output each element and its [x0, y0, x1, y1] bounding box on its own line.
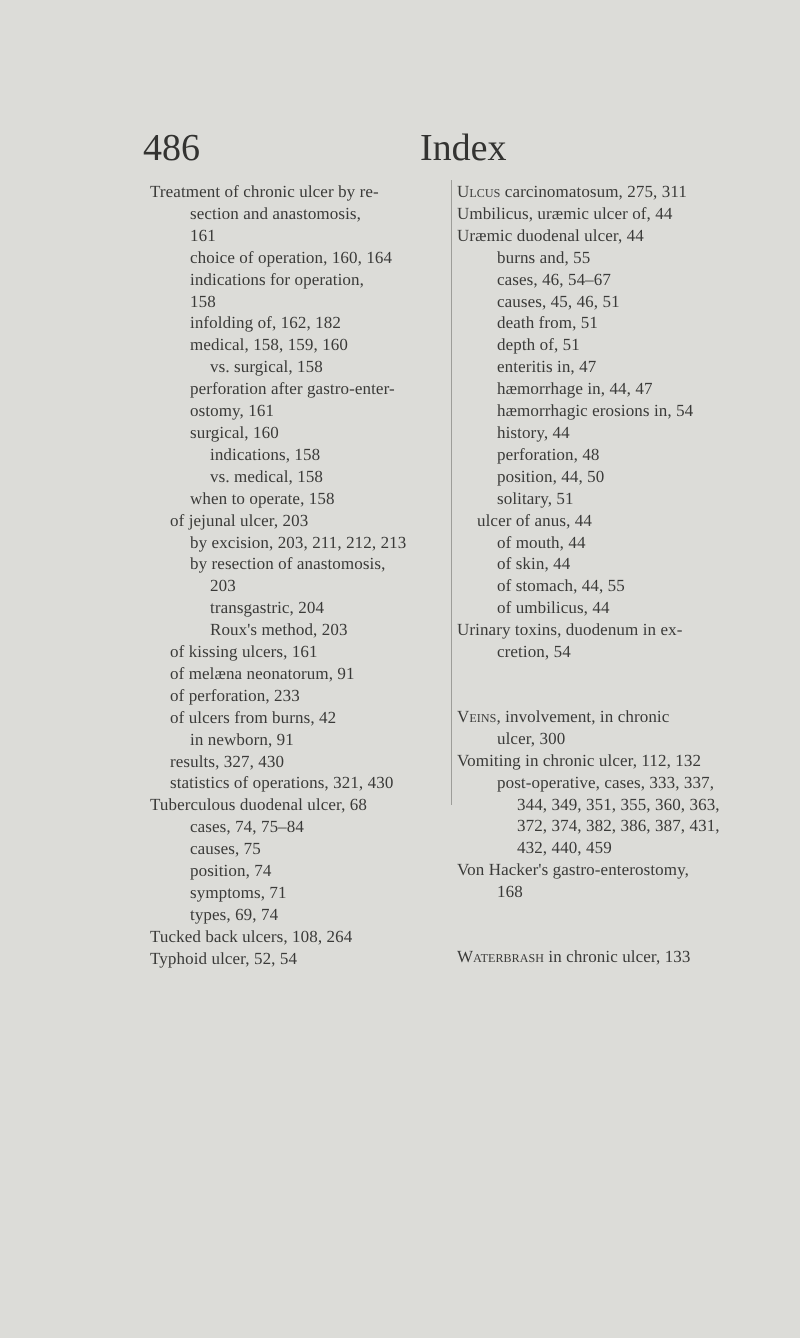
- index-entry-text: Uræmic duodenal ulcer, 44: [457, 225, 644, 245]
- index-entry-text: of mouth, 44: [497, 532, 586, 552]
- index-entry-text: of stomach, 44, 55: [497, 576, 625, 596]
- index-entry-text: 344, 349, 351, 355, 360, 363,: [517, 794, 720, 814]
- index-entry-text: choice of operation, 160, 164: [190, 247, 393, 267]
- index-entry-text: cases, 74, 75–84: [190, 817, 304, 837]
- index-entry-text: Von Hacker's gastro-enterostomy,: [457, 860, 689, 880]
- index-entry-text: cretion, 54: [497, 642, 571, 662]
- index-entry: [457, 750, 762, 772]
- index-entry: [457, 532, 762, 554]
- index-entry: [150, 444, 450, 466]
- index-entry: [150, 663, 450, 685]
- index-entry-text: Urinary toxins, duodenum in ex-: [457, 620, 683, 640]
- index-entry-text: vs. surgical, 158: [210, 357, 323, 377]
- index-entry: [150, 838, 450, 860]
- index-entry-text: Vomiting in chronic ulcer, 112, 132: [457, 750, 702, 770]
- index-entry-text: carcinomatosum, 275, 311: [500, 182, 687, 201]
- index-entry-text: solitary, 51: [497, 488, 574, 508]
- index-entry-text: in newborn, 91: [190, 729, 294, 749]
- index-entry-text: , involvement, in chronic: [496, 706, 670, 726]
- index-entry: [150, 729, 450, 751]
- index-entry-text: 168: [497, 882, 523, 902]
- index-entry-text: perforation, 48: [497, 444, 600, 464]
- index-entry: [457, 444, 762, 466]
- index-entry: [150, 926, 450, 948]
- index-entry: [457, 203, 762, 225]
- index-entry-text: infolding of, 162, 182: [190, 313, 341, 333]
- index-entry-text: statistics of operations, 321, 430: [170, 773, 394, 793]
- index-entry-text: history, 44: [497, 422, 570, 442]
- index-entry-text: causes, 45, 46, 51: [497, 291, 620, 311]
- index-entry-text: causes, 75: [190, 839, 261, 859]
- index-entry-text: 372, 374, 382, 386, 387, 431,: [517, 816, 720, 836]
- index-entry-text: vs. medical, 158: [210, 466, 324, 486]
- index-entry-text: transgastric, 204: [210, 598, 325, 618]
- index-entry-text: enteritis in, 47: [497, 357, 597, 377]
- index-entry-text: medical, 158, 159, 160: [190, 335, 349, 355]
- index-entry: [150, 334, 450, 356]
- index-entry: [150, 882, 450, 904]
- index-entry: [150, 597, 450, 619]
- index-entry-text: of melæna neonatorum, 91: [170, 663, 355, 683]
- index-entry-text: 432, 440, 459: [517, 838, 612, 858]
- index-entry-text: 161: [190, 225, 216, 245]
- index-entry: [150, 860, 450, 882]
- index-entry: [457, 510, 762, 532]
- index-entry-text: Umbilicus, uræmic ulcer of, 44: [457, 203, 673, 223]
- index-entry: [457, 400, 762, 422]
- index-entry-text: depth of, 51: [497, 335, 580, 355]
- index-entry: [457, 946, 762, 968]
- index-entry-text: by excision, 203, 211, 212, 213: [190, 532, 407, 552]
- page-number: 486: [143, 127, 200, 169]
- index-entry: [150, 948, 450, 970]
- index-entry-text: cases, 46, 54–67: [497, 269, 611, 289]
- index-entry-head: Veins: [457, 706, 497, 726]
- index-entry: [457, 881, 762, 903]
- index-entry: [457, 641, 762, 663]
- index-entry: [150, 751, 450, 773]
- index-entry: [457, 466, 762, 488]
- index-entry: [457, 706, 762, 728]
- index-entry-text: ostomy, 161: [190, 401, 275, 421]
- index-entry-text: ulcer of anus, 44: [477, 510, 592, 530]
- index-entry: [150, 466, 450, 488]
- index-entry: [150, 291, 450, 313]
- index-entry-text: of ulcers from burns, 42: [170, 707, 337, 727]
- index-entry: [457, 728, 762, 750]
- index-entry: [457, 422, 762, 444]
- index-entry: [457, 553, 762, 575]
- index-entry-text: when to operate, 158: [190, 488, 335, 508]
- index-entry-text: hæmorrhage in, 44, 47: [497, 379, 653, 399]
- index-entry: [457, 619, 762, 641]
- index-entry: [150, 553, 450, 575]
- index-entry: [457, 181, 762, 203]
- index-entry: [457, 334, 762, 356]
- index-entry-head: Ulcus: [457, 182, 501, 201]
- index-entry: [150, 312, 450, 334]
- index-entry: [150, 685, 450, 707]
- index-entry-text: Tuberculous duodenal ulcer, 68: [150, 795, 367, 815]
- index-entry-text: position, 74: [190, 861, 272, 881]
- index-entry: [457, 772, 762, 794]
- index-entry: [457, 291, 762, 313]
- index-entry-text: Roux's method, 203: [210, 620, 348, 640]
- index-entry: [150, 356, 450, 378]
- index-entry-text: by resection of anastomosis,: [190, 554, 386, 574]
- index-entry-text: position, 44, 50: [497, 466, 605, 486]
- index-entry: [150, 378, 450, 400]
- index-entry: [457, 859, 762, 881]
- index-entry: [150, 400, 450, 422]
- index-entry-text: section and anastomosis,: [190, 203, 361, 223]
- index-entry: [150, 816, 450, 838]
- index-entry: [150, 225, 450, 247]
- index-entry-text: of skin, 44: [497, 554, 571, 574]
- index-entry: [150, 904, 450, 926]
- index-entry: [150, 794, 450, 816]
- index-entry-text: of umbilicus, 44: [497, 598, 610, 618]
- index-entry-text: 203: [210, 576, 236, 596]
- index-entry-text: Treatment of chronic ulcer by re-: [150, 182, 379, 201]
- index-entry: [150, 619, 450, 641]
- index-entry: [457, 225, 762, 247]
- index-entry-text: of perforation, 233: [170, 685, 300, 705]
- index-entry: [150, 422, 450, 444]
- column-divider: [451, 180, 452, 805]
- index-entry-text: Typhoid ulcer, 52, 54: [150, 948, 298, 968]
- index-column-right: [457, 181, 762, 968]
- index-entry-text: of jejunal ulcer, 203: [170, 510, 309, 530]
- index-entry-text: 158: [190, 291, 216, 311]
- index-entry-text: burns and, 55: [497, 247, 591, 267]
- index-entry: [457, 837, 762, 859]
- section-gap: [457, 663, 762, 706]
- index-entry: [150, 203, 450, 225]
- index-entry: [457, 815, 762, 837]
- index-entry: [457, 269, 762, 291]
- index-entry-head: Waterbrash: [457, 947, 545, 967]
- index-entry-text: indications for operation,: [190, 269, 364, 289]
- index-entry: [150, 488, 450, 510]
- index-entry-text: Tucked back ulcers, 108, 264: [150, 926, 353, 946]
- index-entry-text: of kissing ulcers, 161: [170, 642, 318, 662]
- index-entry: [150, 269, 450, 291]
- index-entry-text: death from, 51: [497, 313, 599, 333]
- index-entry-text: perforation after gastro-enter-: [190, 379, 395, 399]
- index-entry: [150, 247, 450, 269]
- index-entry: [457, 356, 762, 378]
- index-entry: [457, 378, 762, 400]
- index-entry: [150, 772, 450, 794]
- index-entry: [457, 312, 762, 334]
- index-entry: [457, 597, 762, 619]
- index-entry: [457, 794, 762, 816]
- index-entry: [150, 707, 450, 729]
- index-entry-text: types, 69, 74: [190, 904, 279, 924]
- index-entry-text: hæmorrhagic erosions in, 54: [497, 401, 694, 421]
- index-entry-text: symptoms, 71: [190, 883, 287, 902]
- page-title: Index: [420, 127, 507, 169]
- index-entry: [150, 641, 450, 663]
- index-entry-text: surgical, 160: [190, 422, 279, 442]
- index-entry-text: in chronic ulcer, 133: [544, 947, 691, 967]
- index-entry-text: ulcer, 300: [497, 728, 566, 748]
- index-entry: [150, 575, 450, 597]
- index-entry-text: indications, 158: [210, 444, 321, 464]
- index-entry: [150, 510, 450, 532]
- index-entry: [150, 532, 450, 554]
- index-entry: [457, 488, 762, 510]
- index-column-left: [150, 181, 450, 970]
- index-entry-text: results, 327, 430: [170, 751, 285, 771]
- index-entry: [457, 247, 762, 269]
- section-gap: [457, 903, 762, 946]
- index-entry: [150, 181, 450, 203]
- index-entry-text: post-operative, cases, 333, 337,: [497, 772, 715, 792]
- index-entry: [457, 575, 762, 597]
